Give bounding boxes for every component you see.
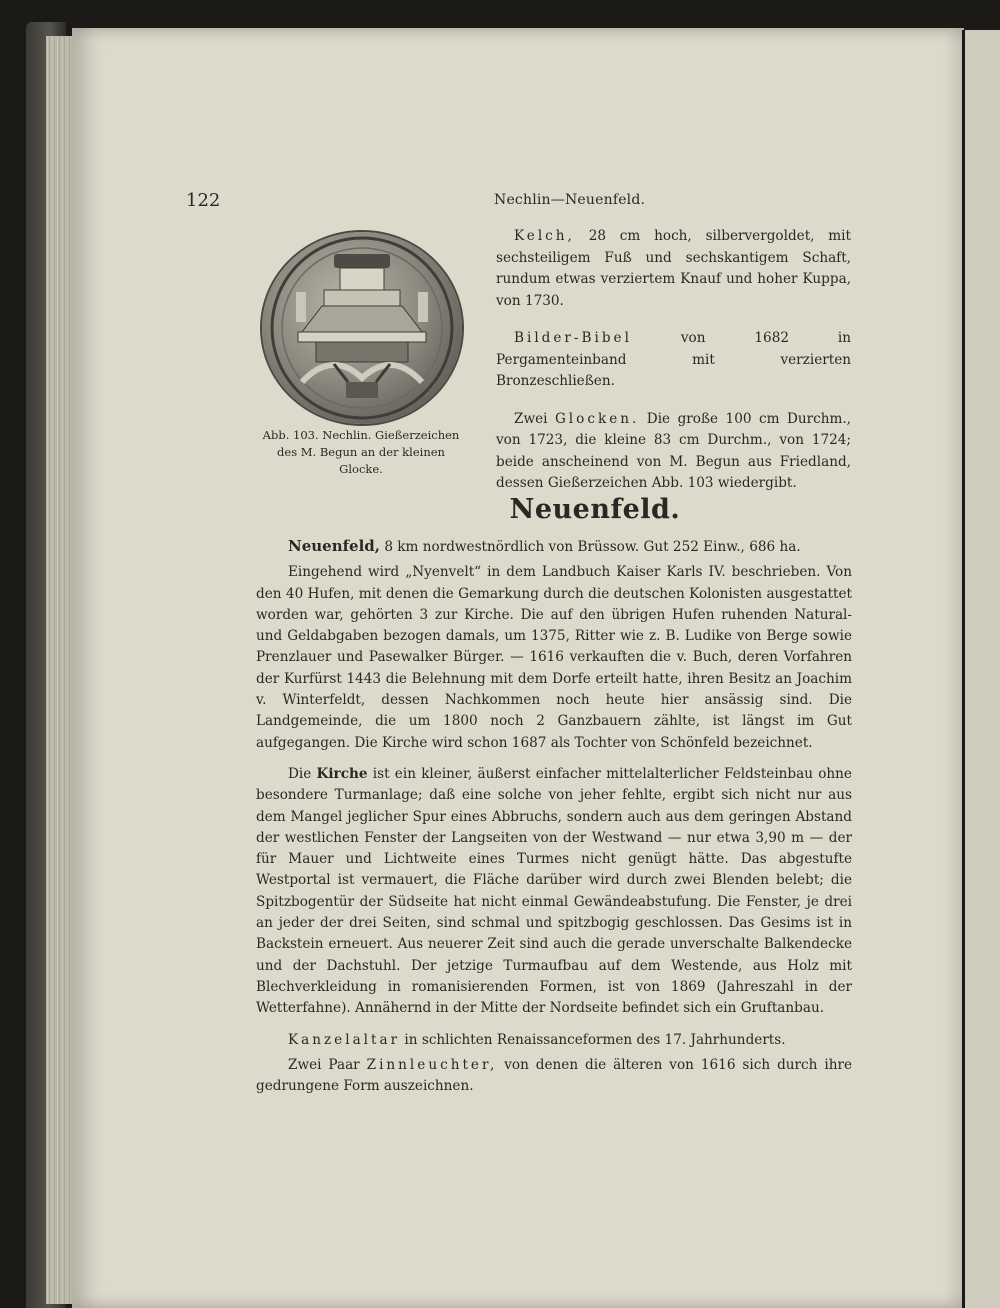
bibel-keyword: Bilder-Bibel — [514, 330, 632, 346]
glocken-paragraph — [496, 409, 851, 495]
candlestick-text: von denen die älteren von 1616 sich durch ihre gedrungene Form auszeichnen. — [256, 1056, 852, 1095]
candlestick-paragraph — [256, 1055, 852, 1098]
church-prefix: Die — [288, 765, 317, 782]
intro-text: 8 km nordwestnördlich von Brüssow. Gut 252 Einw., 686 ha. — [380, 539, 801, 555]
history-paragraph: Eingehend wird „Nyenvelt“ in dem Landbuch Kaiser Karls IV. beschrieben. Von den 40 Hufen, mit denen die Gemarkung durch die deutschen Kolonisten ausgestattet worden war, gehörten 3 zur Kirche. Die auf den übrigen Hufen ruhenden Natural- und Geldabgaben bezogen damals, um 1375, Ritter wie z. B. Ludike von Berge sowie Prenzlauer und Pasewalker Bürger. — 1616 verkauften die v. Buch, deren Vorfahren der Kurfürst 1443 die Belehnung mit dem Dorfe erteilt hatte, ihren Besitz an Joachim v. Winterfeldt, dessen Nachkommen noch heute hier ansässig sind. Die Landgemeinde, die um 1800 noch 2 Ganzbauern zählte, ist längst im Gut aufgegangen. Die Kirche wird schon 1687 als Tochter von Schönfeld bezeichnet. — [256, 564, 852, 751]
founder-mark-seal-image — [262, 232, 462, 424]
intro-paragraph — [256, 536, 852, 558]
caption-line-2: des M. Begun an der kleinen Glocke. — [277, 445, 445, 476]
glocken-text: Die große 100 cm Durchm., von 1723, die kleine 83 cm Durchm., von 1724; beide anscheinend von M. Begun aus Friedland, dessen Gießerzeichen Abb. 103 wiedergibt. — [496, 410, 851, 491]
kelch-text: 28 cm hoch, silbervergoldet, mit sechsteiligem Fuß und sechskantigem Schaft, rundum etwas verziertem Knauf und hoher Kuppa, von 1730. — [496, 228, 851, 309]
altar-keyword: Kanzelaltar — [288, 1031, 401, 1048]
church-text: ist ein kleiner, äußerst einfacher mittelalterlicher Feldsteinbau ohne besondere Turmanlage; daß eine solche von jeher fehlte, ergibt sich nicht nur aus dem Mangel jeglicher Spur eines Abbruchs, sondern auch aus dem geringen Abstand der westlichen Fenster der Langseiten von der Westwand — nur etwa 3,90 m — der für Mauer und Lichtweite eines Turmes nicht genügt hätte. Das abgestufte Westportal ist vermauert, die Fläche darüber wird durch zwei Blenden belebt; die Spitzbogentür der Südseite hat nicht einmal Gewändeabstufung. Die Fenster, je drei an jeder der drei Seiten, sind schmal und spitzbogig geschlossen. Das Gesims ist in Backstein erneuert. Aus neuerer Zeit sind auch die gerade unverschalte Balkendecke und der Dachstuhl. Der jetzige Turmaufbau auf dem Westende, aus Holz mit Blechverkleidung in romanisierenden Formen, ist von 1869 (Jahreszahl in der Wetterfahne). Annähernd in der Mitte der Nordseite befindet sich ein Gruftanbau. — [256, 765, 852, 1017]
facing-page-edge — [962, 30, 1000, 1308]
bibel-text: von 1682 in Pergamenteinband mit verzierten Bronzeschließen. — [496, 330, 851, 389]
running-head: Nechlin—Neuenfeld. — [494, 192, 646, 208]
kelch-paragraph — [496, 226, 851, 312]
candlestick-prefix: Zwei Paar — [288, 1056, 367, 1073]
caption-line-1: Abb. 103. Nechlin. Gießerzeichen — [262, 428, 460, 442]
place-name-lead: Neuenfeld, — [288, 537, 381, 555]
section-title: Neuenfeld. — [509, 494, 681, 525]
glocken-keyword: Glocken. — [554, 410, 640, 427]
inventory-column — [496, 226, 851, 511]
kelch-keyword: Kelch, — [514, 228, 575, 244]
figure-caption — [256, 427, 466, 478]
church-paragraph — [256, 764, 852, 1020]
page-number: 122 — [186, 190, 221, 211]
bibel-paragraph — [496, 328, 851, 393]
glocken-prefix: Zwei — [514, 410, 555, 427]
main-text — [256, 536, 852, 1107]
church-keyword: Kirche — [316, 765, 368, 782]
altar-paragraph — [256, 1030, 852, 1051]
altar-text: in schlichten Renaissanceformen des 17. Jahrhunderts. — [400, 1031, 786, 1048]
candlestick-keyword: Zinnleuchter, — [366, 1056, 498, 1073]
seal-relief-drawing — [262, 232, 462, 424]
